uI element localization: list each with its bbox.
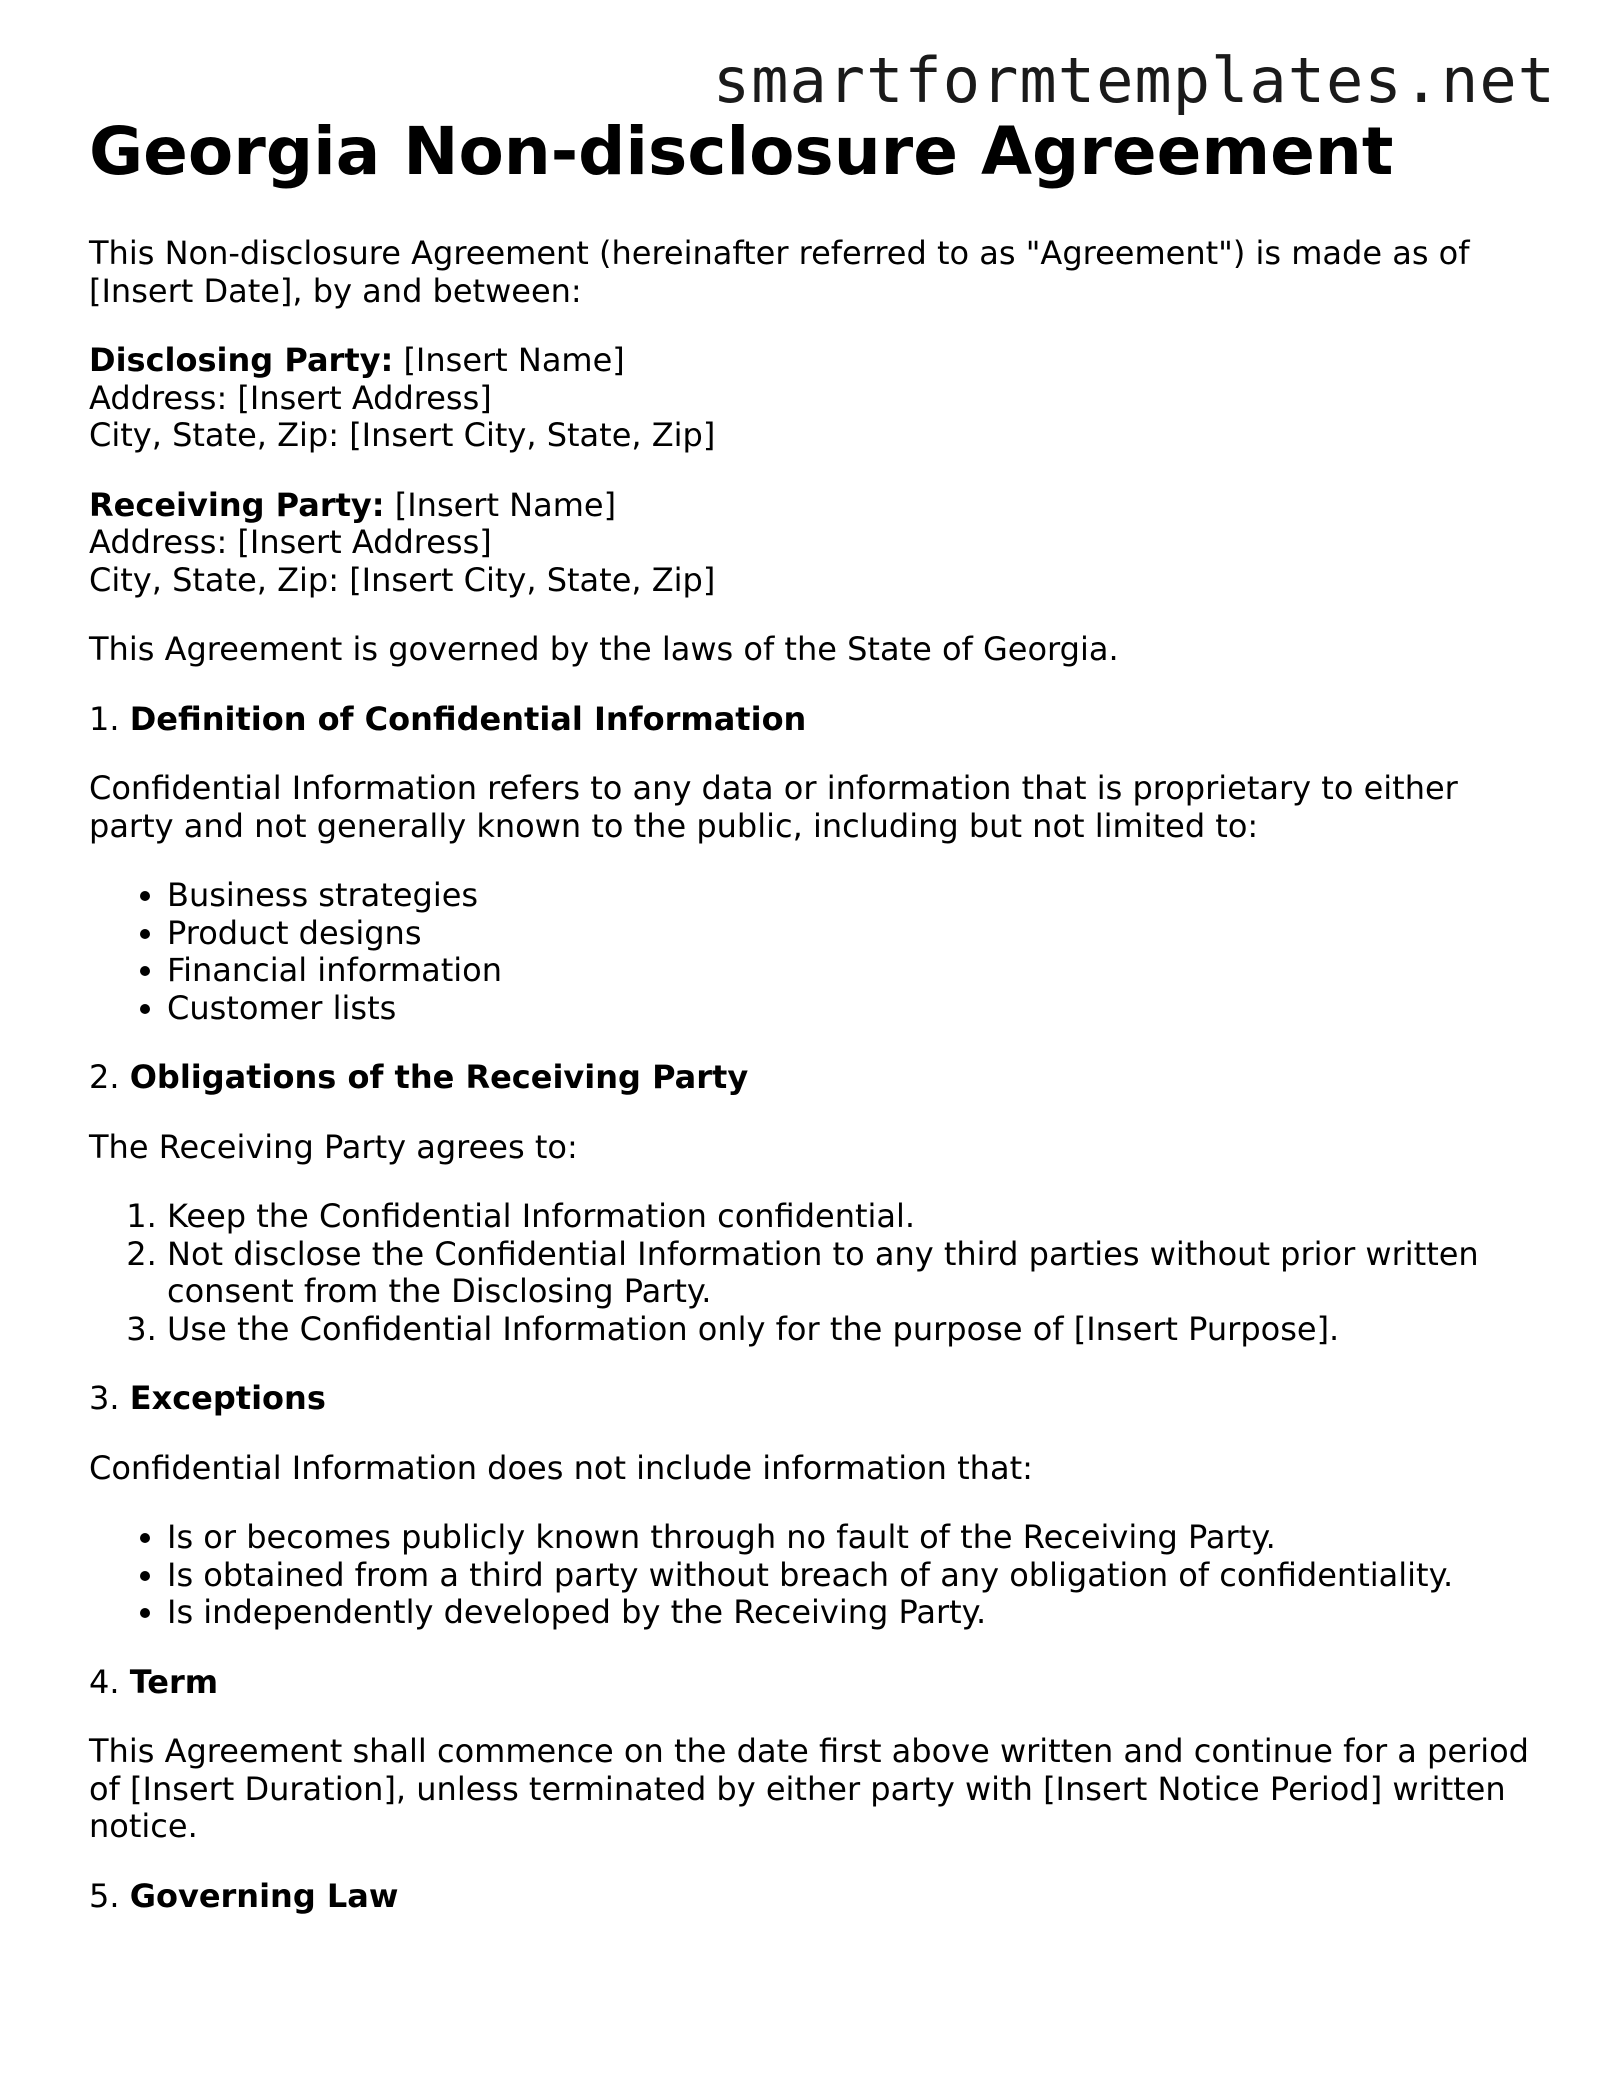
page-title: Georgia Non-disclosure Agreement: [89, 113, 1394, 190]
list-item: • Is independently developed by the Receiving Party.: [167, 1594, 1529, 1632]
list-item: • Is or becomes publicly known through no fault of the Receiving Party.: [167, 1519, 1529, 1557]
section-3-body: Confidential Information does not include information that:: [89, 1448, 1033, 1487]
section-1-body: Confidential Information refers to any data or information that is proprietary to either party and not generally known to the public, including but not limited to:: [89, 769, 1458, 845]
list-item: • Is obtained from a third party without breach of any obligation of confidentiality.: [167, 1557, 1529, 1595]
section-title: Definition of Confidential Information: [129, 699, 807, 738]
section-number: 4.: [89, 1662, 120, 1701]
governed-paragraph: This Agreement is governed by the laws of the State of Georgia.: [89, 630, 1119, 668]
section-title: Obligations of the Receiving Party: [129, 1058, 749, 1096]
exceptions-list: [89, 1519, 1529, 1632]
section-4-heading: [89, 1664, 1529, 1702]
list-item: 3. Use the Confidential Information only for the purpose of [Insert Purpose].: [167, 1311, 1529, 1349]
confidential-info-list: [89, 877, 1529, 1027]
receiving-party-name: [Insert Name]: [384, 485, 617, 524]
section-number: 1.: [89, 699, 120, 738]
section-3-heading: [89, 1380, 1529, 1418]
receiving-party-line: [89, 487, 1529, 525]
list-item: 2. Not disclose the Confidential Information to any third parties without prior written consent from the Disclosing Party.: [167, 1236, 1529, 1311]
receiving-party-label: Receiving Party:: [89, 485, 385, 524]
disclosing-party-name: [Insert Name]: [393, 341, 625, 379]
list-item: • Financial information: [167, 952, 1529, 990]
section-number: 3.: [89, 1379, 120, 1417]
disclosing-party-address: Address: [Insert Address]: [89, 378, 492, 417]
section-1-heading: [89, 701, 1529, 739]
document-page: [89, 112, 1529, 1947]
list-item: 1. Keep the Confidential Information confidential.: [167, 1198, 1529, 1236]
list-item: • Business strategies: [167, 877, 1529, 915]
list-item: • Customer lists: [167, 990, 1529, 1028]
section-title: Exceptions: [129, 1379, 326, 1417]
disclosing-party-city: City, State, Zip: [Insert City, State, Zip]: [89, 416, 716, 454]
disclosing-party-line: [89, 342, 1529, 380]
section-number: 2.: [89, 1058, 120, 1096]
disclosing-party-block: [89, 342, 1529, 455]
section-2-body: The Receiving Party agrees to:: [89, 1127, 578, 1166]
list-item: • Product designs: [167, 915, 1529, 953]
section-number: 5.: [89, 1876, 120, 1915]
section-title: Term: [129, 1662, 219, 1701]
site-watermark: smartformtemplates.net: [712, 44, 1556, 117]
section-2-heading: [89, 1059, 1529, 1097]
obligations-list: [89, 1198, 1529, 1348]
receiving-party-block: [89, 487, 1529, 600]
disclosing-party-label: Disclosing Party:: [89, 341, 394, 379]
receiving-party-address: Address: [Insert Address]: [89, 523, 492, 561]
intro-paragraph: This Non-disclosure Agreement (hereinafter referred to as "Agreement") is made as of [Insert Date], by and between:: [89, 234, 1470, 310]
section-title: Governing Law: [129, 1876, 399, 1915]
section-5-heading: [89, 1878, 1529, 1916]
section-4-body: This Agreement shall commence on the date first above written and continue for a period of [Insert Duration], unless terminated by either party with [Insert Notice Period] written notice.: [89, 1732, 1529, 1845]
receiving-party-city: City, State, Zip: [Insert City, State, Zip]: [89, 560, 716, 599]
